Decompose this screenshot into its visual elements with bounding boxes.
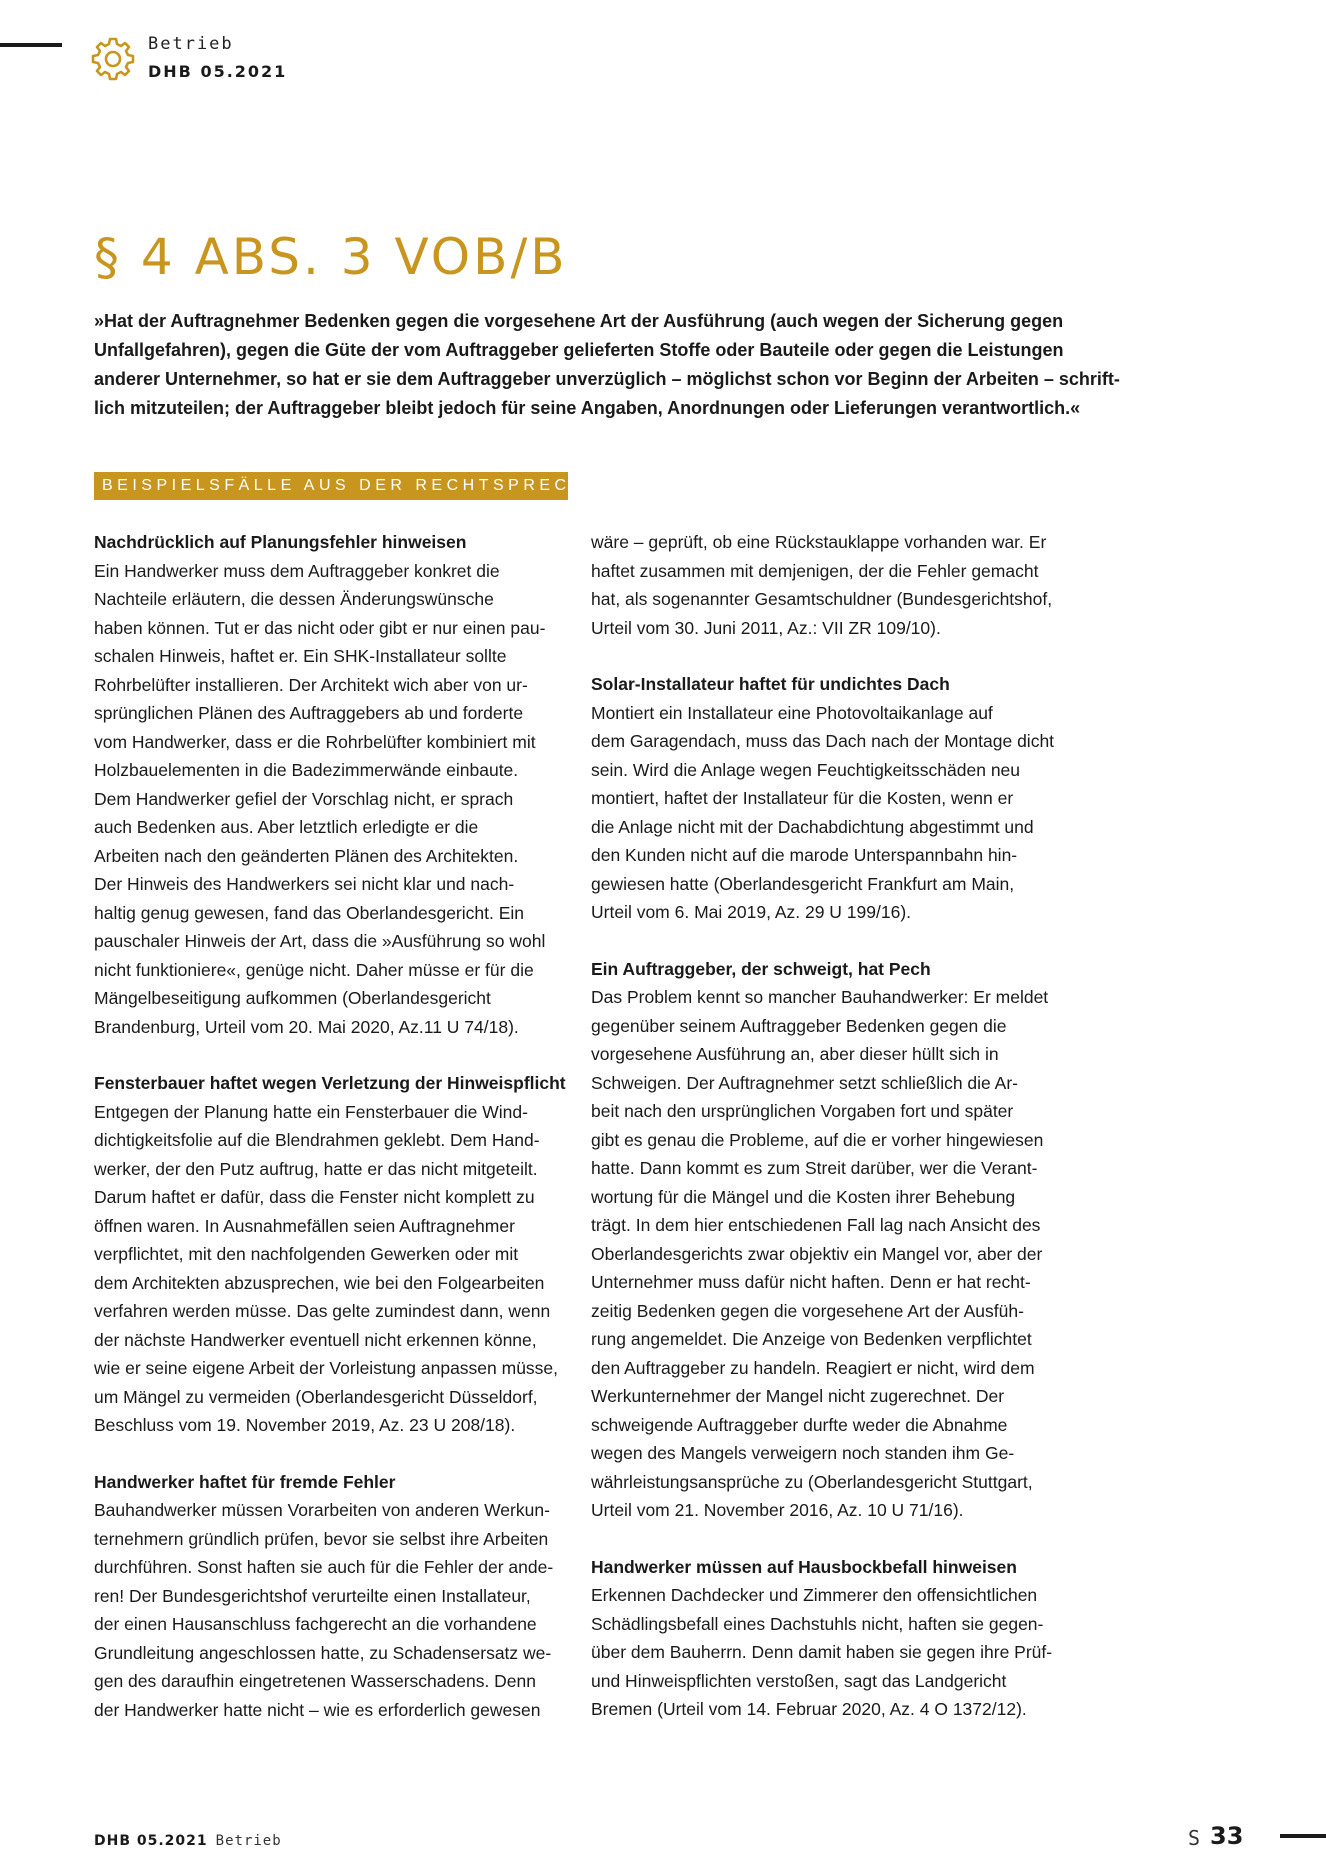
right-column xyxy=(591,528,1091,1752)
case-text-line: gibt es genau die Probleme, auf die er vorher hingewiesen xyxy=(591,1129,1044,1150)
case-text-line: Beschluss vom 19. November 2019, Az. 23 U 208/18). xyxy=(94,1415,516,1435)
case-text-line: sein. Wird die Anlage wegen Feuchtigkeitsschäden neu xyxy=(591,759,1021,780)
case-heading: Fensterbauer haftet wegen Verletzung der Hinweispflicht xyxy=(94,1073,566,1093)
case-section xyxy=(591,955,1091,1525)
case-text-line: den Kunden nicht auf die marode Unterspannbahn hin- xyxy=(591,845,1018,865)
case-heading: Handwerker müssen auf Hausbockbefall hinweisen xyxy=(591,1556,1017,1577)
case-section xyxy=(591,670,1091,927)
law-quote xyxy=(94,307,1120,423)
quote-line: Unfallgefahren), gegen die Güte der vom Auftraggeber gelieferten Stoffe oder Bauteile oder gegen die Leistungen xyxy=(94,340,1064,360)
case-text-line: Ein Handwerker muss dem Auftraggeber konkret die xyxy=(94,560,500,581)
case-text-line: auch Bedenken aus. Aber letztlich erledigte er die xyxy=(94,817,479,837)
case-section xyxy=(94,528,594,1041)
case-text-line: der nächste Handwerker eventuell nicht erkennen könne, xyxy=(94,1329,537,1350)
case-text-line: die Anlage nicht mit der Dachabdichtung abgestimmt und xyxy=(591,816,1034,837)
header-issue: DHB 05.2021 xyxy=(148,62,288,81)
case-text-line: hat, als sogenannter Gesamtschuldner (Bundesgerichtshof, xyxy=(591,589,1053,609)
case-text-line: Urteil vom 6. Mai 2019, Az. 29 U 199/16). xyxy=(591,902,912,922)
case-text-line: Entgegen der Planung hatte ein Fensterbauer die Wind- xyxy=(94,1101,528,1122)
case-text-line: Urteil vom 21. November 2016, Az. 10 U 71/16). xyxy=(591,1500,964,1520)
case-text-line: verpflichtet, mit den nachfolgenden Gewerken oder mit xyxy=(94,1244,519,1264)
case-text-line: trägt. In dem hier entschiedenen Fall lag nach Ansicht des xyxy=(591,1215,1041,1235)
case-text-line: ren! Der Bundesgerichtshof verurteilte einen Installateur, xyxy=(94,1585,531,1606)
case-text-line: pauschaler Hinweis der Art, dass die »Ausführung so wohl xyxy=(94,931,546,951)
case-text-line: beit nach den ursprünglichen Vorgaben fort und später xyxy=(591,1101,1014,1121)
case-text-line: und Hinweispflichten verstoßen, sagt das Landgericht xyxy=(591,1670,1007,1691)
case-text-line: werker, der den Putz auftrug, hatte er das nicht mitgeteilt. xyxy=(94,1158,538,1179)
case-text-line: Der Hinweis des Handwerkers sei nicht klar und nach- xyxy=(94,874,515,894)
case-text-line: vorgesehene Ausführung an, aber dieser hüllt sich in xyxy=(591,1044,999,1064)
case-heading: Solar-Installateur haftet für undichtes Dach xyxy=(591,674,950,694)
case-text-line: der Handwerker hatte nicht – wie es erforderlich gewesen xyxy=(94,1699,541,1720)
quote-line: »Hat der Auftragnehmer Bedenken gegen die vorgesehene Art der Ausführung (auch wegen der Sicherung gegen xyxy=(94,311,1064,331)
quote-line: lich mitzuteilen; der Auftraggeber bleibt jedoch für seine Angaben, Anordnungen oder Lieferungen verantwortlich.« xyxy=(94,398,1081,418)
case-section xyxy=(94,1468,594,1725)
case-text-line: Dem Handwerker gefiel der Vorschlag nicht, er sprach xyxy=(94,788,514,809)
case-text-line: Schädlingsbefall eines Dachstuhls nicht, haften sie gegen- xyxy=(591,1613,1044,1634)
case-section xyxy=(94,1069,594,1440)
case-text-line: durchführen. Sonst haften sie auch für die Fehler der ande- xyxy=(94,1557,554,1577)
case-text-line: Holzbauelementen in die Badezimmerwände einbaute. xyxy=(94,760,519,780)
case-text-line: wie er seine eigene Arbeit der Vorleistung anpassen müsse, xyxy=(94,1358,559,1378)
case-text-line: haltig genug gewesen, fand das Oberlandesgericht. Ein xyxy=(94,902,525,923)
case-text-line: hatte. Dann kommt es zum Streit darüber, wer die Verant- xyxy=(591,1158,1038,1178)
footer-meta xyxy=(94,1832,282,1849)
case-text-line: Werkunternehmer der Mangel nicht zugerechnet. Der xyxy=(591,1386,1005,1406)
case-text-line: der einen Hausanschluss fachgerecht an die vorhandene xyxy=(94,1614,537,1634)
case-section xyxy=(591,1553,1091,1724)
left-column xyxy=(94,528,594,1752)
case-text-line: haben können. Tut er das nicht oder gibt er nur einen pau- xyxy=(94,617,546,638)
case-text-line: Grundleitung angeschlossen hatte, zu Schadensersatz we- xyxy=(94,1642,552,1663)
case-text-line: ternehmern gründlich prüfen, bevor sie selbst ihre Arbeiten xyxy=(94,1528,549,1549)
case-text-line: dichtigkeitsfolie auf die Blendrahmen geklebt. Dem Hand- xyxy=(94,1130,540,1150)
case-text-line: haftet zusammen mit demjenigen, der die Fehler gemacht xyxy=(591,560,1039,581)
footer-issue: DHB 05.2021 xyxy=(94,1833,208,1849)
case-text-line: Schweigen. Der Auftragnehmer setzt schließlich die Ar- xyxy=(591,1072,1018,1093)
case-text-line: Brandenburg, Urteil vom 20. Mai 2020, Az.11 U 74/18). xyxy=(94,1016,519,1037)
footer-section: Betrieb xyxy=(215,1833,282,1849)
article-title: § 4 ABS. 3 VOB/B xyxy=(94,228,568,286)
case-text-line: Nachteile erläutern, die dessen Änderungswünsche xyxy=(94,589,494,609)
case-heading: Ein Auftraggeber, der schweigt, hat Pech xyxy=(591,958,931,979)
case-text-line: zeitig Bedenken gegen die vorgesehene Art der Ausfüh- xyxy=(591,1300,1024,1321)
case-text-line: Rohrbelüfter installieren. Der Architekt wich aber von ur- xyxy=(94,674,528,695)
section-label: BEISPIELSFÄLLE AUS DER RECHTSPRECHUNG xyxy=(94,472,568,500)
case-text-line: Bremen (Urteil vom 14. Februar 2020, Az. 4 O 1372/12). xyxy=(591,1699,1027,1719)
case-text-line: Montiert ein Installateur eine Photovoltaikanlage auf xyxy=(591,702,993,723)
page-number: 33 xyxy=(1210,1822,1244,1850)
case-text-line: Arbeiten nach den geänderten Plänen des Architekten. xyxy=(94,845,519,866)
case-text-line: über dem Bauherrn. Denn damit haben sie gegen ihre Prüf- xyxy=(591,1642,1053,1662)
case-text-line: wortung für die Mängel und die Kosten ihrer Behebung xyxy=(591,1186,1016,1207)
case-text-line: Unternehmer muss dafür nicht haften. Denn er hat recht- xyxy=(591,1272,1031,1292)
case-text-line: dem Garagendach, muss das Dach nach der Montage dicht xyxy=(591,731,1055,751)
case-section xyxy=(591,528,1091,642)
case-text-line: nicht funktioniere«, genüge nicht. Daher müsse er für die xyxy=(94,959,534,980)
page-prefix: S xyxy=(1188,1826,1201,1850)
case-text-line: um Mängel zu vermeiden (Oberlandesgericht Düsseldorf, xyxy=(94,1386,538,1407)
case-heading: Handwerker haftet für fremde Fehler xyxy=(94,1471,396,1492)
case-text-line: öffnen waren. In Ausnahmefällen seien Auftragnehmer xyxy=(94,1215,515,1236)
case-text-line: gen des daraufhin eingetretenen Wasserschadens. Denn xyxy=(94,1671,537,1691)
case-text-line: Bauhandwerker müssen Vorarbeiten von anderen Werkun- xyxy=(94,1500,550,1520)
case-text-line: Das Problem kennt so mancher Bauhandwerker: Er meldet xyxy=(591,987,1049,1007)
case-text-line: Darum haftet er dafür, dass die Fenster nicht komplett zu xyxy=(94,1187,535,1207)
gear-icon xyxy=(90,36,136,82)
case-text-line: vom Handwerker, dass er die Rohrbelüfter kombiniert mit xyxy=(94,731,536,752)
case-text-line: den Auftraggeber zu handeln. Reagiert er nicht, wird dem xyxy=(591,1357,1035,1378)
header-rule xyxy=(0,43,62,47)
case-text-line: montiert, haftet der Installateur für die Kosten, wenn er xyxy=(591,788,1014,808)
case-text-line: wegen des Mangels verweigern noch standen ihm Ge- xyxy=(591,1443,1015,1463)
case-text-line: Erkennen Dachdecker und Zimmerer den offensichtlichen xyxy=(591,1585,1038,1605)
case-heading: Nachdrücklich auf Planungsfehler hinweisen xyxy=(94,532,467,552)
footer-rule xyxy=(1280,1834,1326,1838)
quote-line: anderer Unternehmer, so hat er sie dem Auftraggeber unverzüglich – möglichst schon vor Beginn der Arbeiten – schrift- xyxy=(94,369,1120,389)
case-text-line: gewiesen hatte (Oberlandesgericht Frankfurt am Main, xyxy=(591,873,1015,894)
header-section: Betrieb xyxy=(148,34,234,54)
case-text-line: Mängelbeseitigung aufkommen (Oberlandesgericht xyxy=(94,988,491,1008)
case-text-line: gegenüber seinem Auftraggeber Bedenken gegen die xyxy=(591,1015,1007,1036)
case-text-line: schweigende Auftraggeber durfte weder die Abnahme xyxy=(591,1414,1008,1435)
case-text-line: währleistungsansprüche zu (Oberlandesgericht Stuttgart, xyxy=(591,1471,1033,1492)
case-text-line: Oberlandesgerichts zwar objektiv ein Mangel vor, aber der xyxy=(591,1243,1043,1264)
case-text-line: rung angemeldet. Die Anzeige von Bedenken verpflichtet xyxy=(591,1329,1032,1349)
case-text-line: sprünglichen Plänen des Auftraggebers ab und forderte xyxy=(94,703,524,723)
case-text-line: dem Architekten abzusprechen, wie bei den Folgearbeiten xyxy=(94,1272,545,1293)
case-text-line: schalen Hinweis, haftet er. Ein SHK-Installateur sollte xyxy=(94,646,507,666)
case-text-line: Urteil vom 30. Juni 2011, Az.: VII ZR 109/10). xyxy=(591,617,941,638)
case-text-line: verfahren werden müsse. Das gelte zumindest dann, wenn xyxy=(94,1301,551,1321)
case-text-line: wäre – geprüft, ob eine Rückstauklappe vorhanden war. Er xyxy=(591,532,1047,552)
